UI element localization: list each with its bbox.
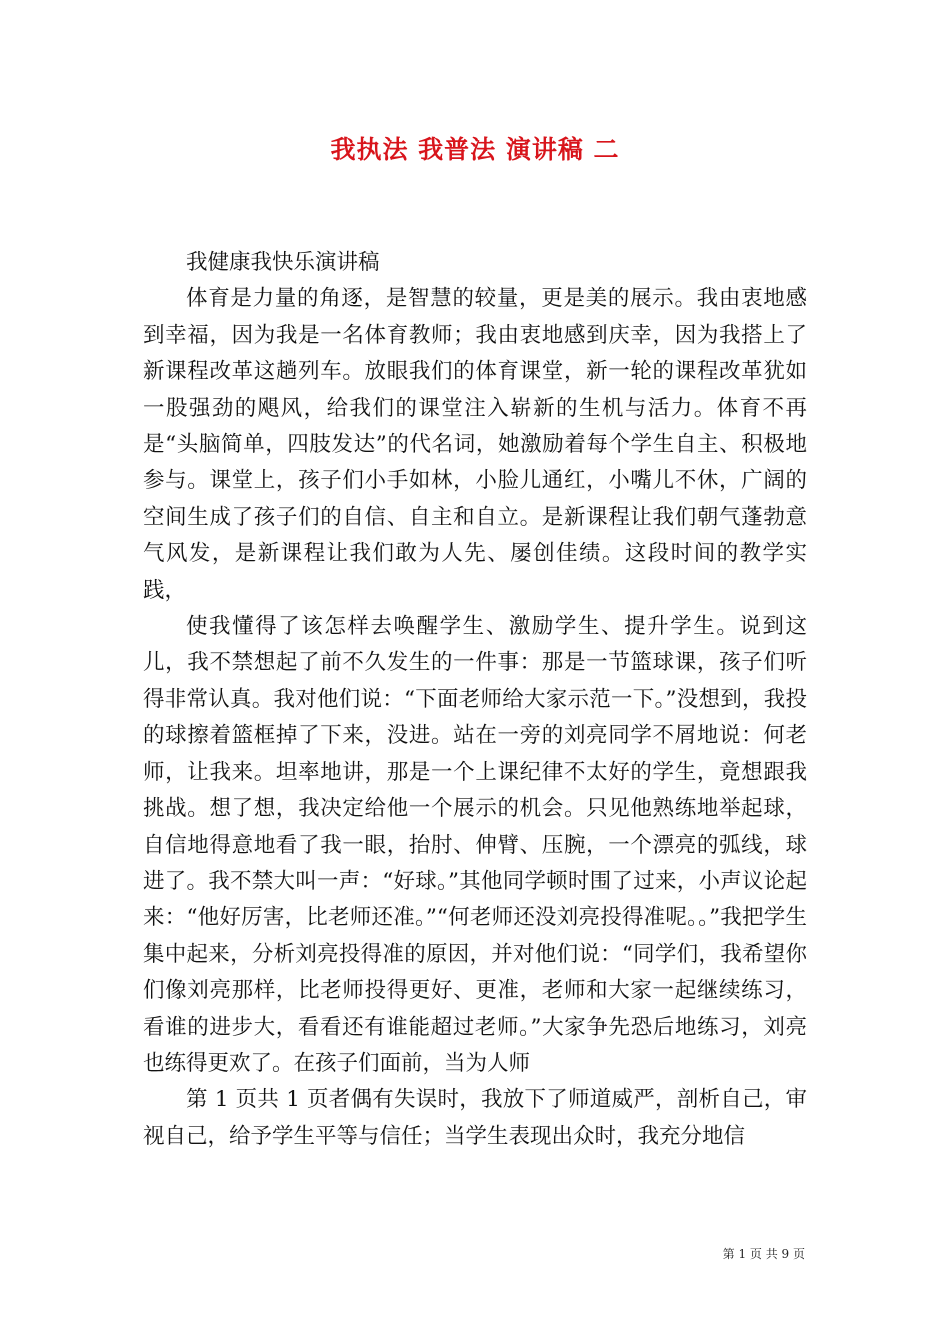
- paragraph-heading: 我健康我快乐演讲稿: [186, 250, 380, 275]
- document-title: 我执法 我普法 演讲稿 二: [330, 135, 620, 164]
- document-body: [143, 245, 807, 1155]
- paragraph: 体育是力量的角逐，是智慧的较量，更是美的展示。我由衷地感到幸福，因为我是一名体育教师；我由衷地感到庆幸，因为我搭上了新课程改革这趟列车。放眼我们的体育课堂，新一轮的课程改革犹如一股强劲的飓风，给我们的课堂注入崭新的生机与活力。体育不再是“头脑简单，四肢发达”的代名词，她激励着每个学生自主、积极地参与。课堂上，孩子们小手如林，小脸儿通红，小嘴儿不休，广阔的空间生成了孩子们的自信、自主和自立。是新课程让我们朝气蓬勃意气风发，是新课程让我们敢为人先、屡创佳绩。这段时间的教学实践，: [143, 286, 807, 603]
- paragraph: 使我懂得了该怎样去唤醒学生、激励学生、提升学生。说到这儿，我不禁想起了前不久发生的一件事：那是一节篮球课，孩子们听得非常认真。我对他们说：“下面老师给大家示范一下。”没想到，我投的球擦着篮框掉了下来，没进。站在一旁的刘亮同学不屑地说：何老师，让我来。坦率地讲，那是一个上课纪律不太好的学生，竟想跟我挑战。想了想，我决定给他一个展示的机会。只见他熟练地举起球，自信地得意地看了我一眼，抬肘、伸臂、压腕，一个漂亮的弧线，球进了。我不禁大叫一声：“好球。”其他同学顿时围了过来，小声议论起来：“他好厉害，比老师还准。”“何老师还没刘亮投得准呢。。”我把学生集中起来，分析刘亮投得准的原因，并对他们说：“同学们，我希望你们像刘亮那样，比老师投得更好、更准，老师和大家一起继续练习，看谁的进步大，看看还有谁能超过老师。”大家争先恐后地练习，刘亮也练得更欢了。在孩子们面前，当为人师: [143, 614, 807, 1076]
- page-number: 第 1 页 共 9 页: [722, 1247, 805, 1261]
- paragraph: 第 1 页共 1 页者偶有失误时，我放下了师道威严，剖析自己，审视自己，给予学生平等与信任；当学生表现出众时，我充分地信: [143, 1087, 807, 1149]
